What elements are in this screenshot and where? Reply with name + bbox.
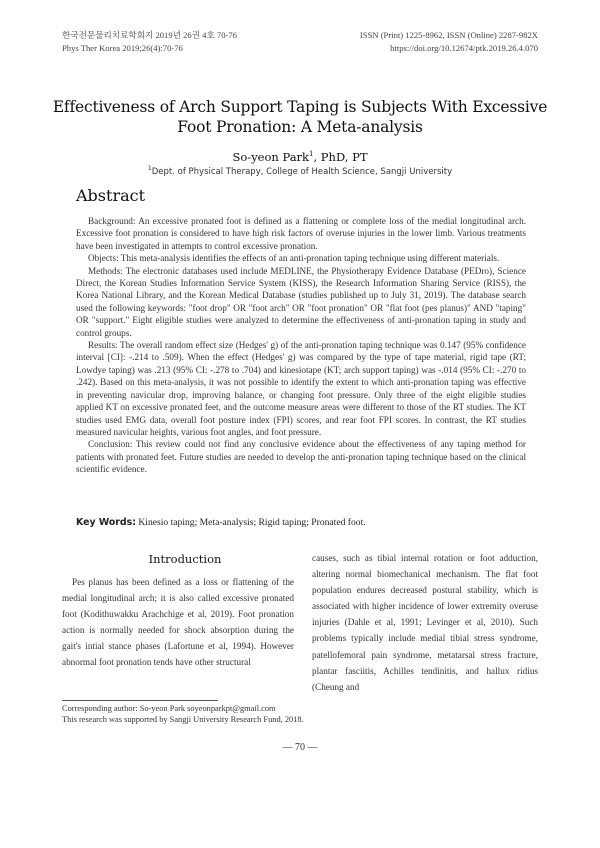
introduction-left-column: Pes planus has been defined as a loss or flattening of the medial longitudinal arch; it is also called excessive pronated foot (Kodithuwakku Arachchige et al, 2019). Foot pronation action is normally needed for shock absorption during the gait's intial stance phases (Lafortune et al, 1994). However abnormal foot pronation tends have other structural (62, 577, 294, 668)
introduction-heading: Introduction (148, 552, 222, 566)
keywords-label: Key Words: (76, 517, 136, 528)
abstract-results: Results: The overall random effect size (Hedges' g) of the anti-pronation taping technique was 0.147 (95% confidence interval [CI]: -.214 to .509). When the effect (Hedges' g) was compared by the type of tape material, rigid tape (RT; Lowdye taping) was .213 (95% CI: -.278 to .704) and kinesiotape (KT; arch support taping) was -.014 (95% CI: -.270 to .242). Based on this meta-analysis, it was not possible to identify the extent to which anti-pronation taping was effective in preventing navicular drop, improving balance, or changing foot pressure. Only three of the eight eligible studies applied KT on excessive pronated feet, and the outcome measure areas were different to those of the RT studies. The KT studies used EMG data, overall foot posture index (FPI) scores, and rear foot FPI scores. In contrast, the RT studies measured navicular heights, various foot angles, and foot pressure. (76, 340, 526, 437)
author-line (0, 150, 600, 164)
author-superscript: 1 (309, 150, 314, 159)
journal-name-korean: 한국전문물리치료학회지 2019년 26권 4호 70-76 (62, 30, 237, 40)
abstract-background: Background: An excessive pronated foot is defined as a flattening or complete loss of the medial longitudinal arch. Excessive foot pronation is considered to have high risk factors of overuse injuries in the lower limb. Various treatments have been investigated in attempts to control excessive pronation. (76, 216, 526, 251)
affiliation-text: Dept. of Physical Therapy, College of Health Science, Sangji University (151, 166, 453, 177)
introduction-right-column: causes, such as tibial internal rotation or foot adduction, altering normal biomechanical mechanism. The flat foot population endures decreased postural stability, which is associated with higher incidence of lower extremity overuse injuries (Dahle et al, 1991; Levinger et al, 2010). Such problems typically include medial tibial stress syndrome, patellofemoral pain syndrome, metatarsal stress fracture, plantar fasciitis, Achilles tendinitis, and hallux ridius (Cheung and (312, 553, 538, 692)
abstract-objects: Objects: This meta-analysis identifies the effects of an anti-pronation taping technique using different materials. (88, 253, 500, 264)
issn: ISSN (Print) 1225-8962, ISSN (Online) 2287-982X (359, 30, 538, 40)
author-credentials: , PhD, PT (313, 150, 368, 164)
abstract-heading: Abstract (76, 186, 146, 205)
keywords-text: Kinesio taping; Meta-analysis; Rigid taping; Pronated foot. (138, 517, 366, 528)
doi-link[interactable]: https://doi.org/10.12674/ptk.2019.26.4.070 (390, 43, 538, 53)
affiliation-mark: 1 (147, 165, 152, 172)
abstract-body (76, 215, 526, 476)
corresponding-author-footnote: Corresponding author: So-yeon Park soyeonparkpt@gmail.com (62, 704, 276, 713)
page-number: ― 70 ― (282, 742, 318, 753)
funding-footnote: This research was supported by Sangji University Research Fund, 2018. (62, 715, 304, 724)
footnote-divider (62, 700, 218, 701)
paper-title: Effectiveness of Arch Support Taping is Subjects With Excessive Foot Pronation: A Meta-analysis (52, 98, 548, 136)
affiliation (0, 165, 600, 177)
abstract-conclusion: Conclusion: This review could not find any conclusive evidence about the effectiveness of any taping method for patients with pronated feet. Future studies are needed to develop the anti-pronation taping technique based on the clinical scientific evidence. (76, 439, 526, 475)
abstract-methods: Methods: The electronic databases used include MEDLINE, the Physiotherapy Evidence Database (PEDro), Science Direct, the Korean Studies Information Service System (KISS), the Research Information Sharing Service (RISS), the Korea National Library, and the Korean Medical Database (studies published up to July 31, 2019). The database search used the following keywords: "foot drop" OR "foot arch" OR "foot pronation" OR "flat foot (pes planus)" AND "taping" OR "support." Eight eligible studies were analyzed to determine the effectiveness of anti-pronation taping in study and control groups. (76, 265, 526, 338)
author-name: So-yeon Park (232, 150, 310, 164)
keywords (76, 517, 366, 528)
journal-citation: Phys Ther Korea 2019;26(4):70-76 (62, 43, 183, 53)
